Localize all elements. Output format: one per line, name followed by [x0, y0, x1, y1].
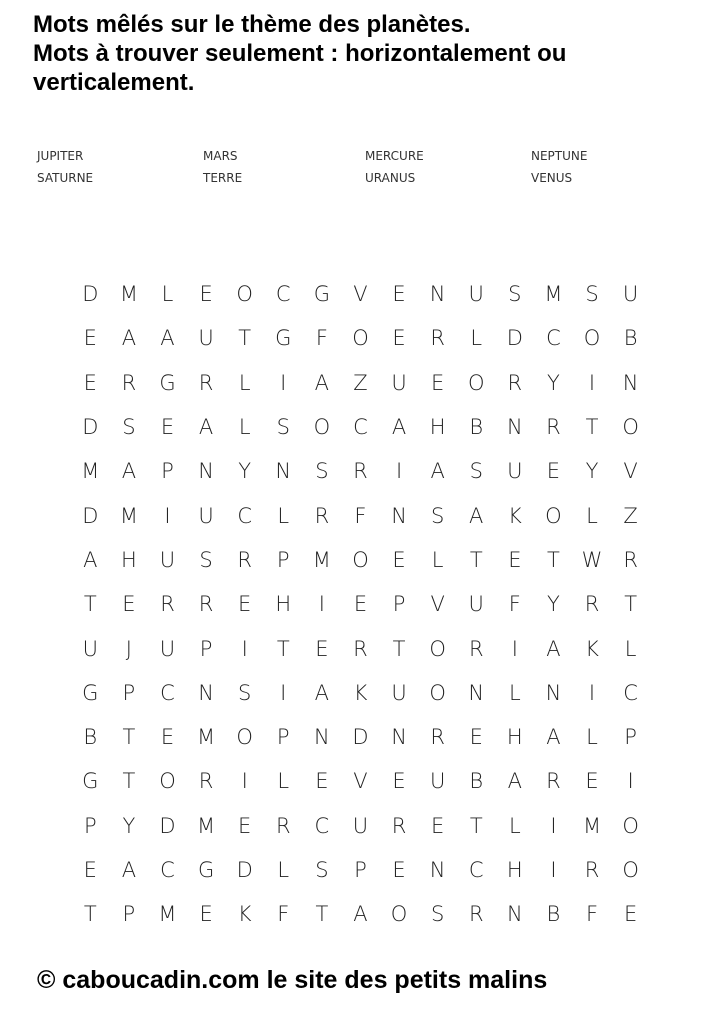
grid-cell[interactable]: S [122, 415, 136, 440]
grid-cell[interactable]: E [160, 725, 175, 750]
grid-cell[interactable]: U [507, 459, 523, 484]
grid-cell[interactable]: R [198, 370, 214, 395]
grid-cell[interactable]: O [429, 680, 446, 705]
grid-cell[interactable]: E [199, 902, 213, 927]
grid-cell[interactable]: A [121, 858, 137, 882]
grid-cell[interactable]: L [508, 813, 521, 838]
grid-cell[interactable]: A [83, 547, 98, 572]
grid-cell[interactable]: E [585, 769, 599, 794]
grid-cell[interactable]: K [507, 503, 522, 528]
grid-cell[interactable]: L [277, 503, 290, 528]
grid-cell[interactable]: M [81, 459, 100, 484]
grid-cell[interactable]: G [159, 370, 176, 395]
grid-cell[interactable]: E [431, 813, 445, 838]
grid-cell[interactable]: A [121, 459, 137, 484]
grid-cell[interactable]: T [392, 636, 406, 661]
grid-cell[interactable]: C [237, 503, 252, 528]
grid-cell[interactable]: R [198, 592, 214, 617]
grid-cell[interactable]: M [582, 813, 602, 838]
title-line-2: Mots à trouver seulement : horizontalement ou [33, 40, 567, 67]
grid-cell[interactable]: N [391, 725, 407, 750]
word-item: NEPTUNE [531, 149, 588, 163]
grid-cell[interactable]: E [83, 370, 97, 395]
grid-cell[interactable]: S [199, 547, 213, 572]
grid-cell[interactable]: T [547, 547, 560, 572]
grid-cell[interactable]: P [624, 725, 637, 750]
grid-cell[interactable]: L [277, 769, 290, 794]
grid-cell[interactable]: K [353, 680, 368, 705]
grid-cell[interactable]: Y [122, 813, 136, 838]
grid-cell[interactable]: R [353, 636, 368, 661]
grid-cell[interactable]: L [586, 503, 598, 528]
grid-cell[interactable]: S [315, 858, 329, 882]
grid-cell[interactable]: O [622, 813, 639, 838]
grid-cell[interactable]: T [469, 547, 483, 572]
grid-cell[interactable]: I [241, 769, 248, 794]
grid-cell[interactable]: U [622, 282, 639, 307]
word-item: SATURNE [37, 171, 94, 185]
grid-cell[interactable]: L [431, 547, 444, 572]
grid-cell[interactable]: P [276, 547, 290, 572]
grid-cell[interactable]: H [506, 725, 523, 750]
grid-cell[interactable]: B [83, 725, 98, 750]
grid-cell[interactable]: W [581, 547, 603, 572]
grid-cell[interactable]: F [585, 902, 599, 927]
word-list-row [37, 171, 657, 193]
grid-cell[interactable]: P [199, 636, 213, 661]
grid-cell[interactable]: S [508, 282, 522, 307]
grid-cell[interactable]: O [622, 415, 639, 440]
grid-cell[interactable]: D [82, 503, 99, 528]
grid-cell[interactable]: E [546, 459, 561, 484]
word-list [37, 149, 657, 193]
grid-cell[interactable]: G [82, 769, 99, 794]
grid-cell[interactable]: I [511, 636, 518, 661]
grid-cell[interactable]: G [313, 282, 330, 307]
grid-cell[interactable]: I [588, 370, 596, 395]
grid-cell[interactable]: P [354, 858, 367, 882]
grid-cell[interactable]: O [352, 326, 369, 351]
grid-cell[interactable]: T [122, 769, 136, 794]
grid-cell[interactable]: R [314, 503, 330, 528]
grid-cell[interactable]: R [353, 459, 368, 484]
grid-cell[interactable]: U [159, 547, 176, 572]
grid-cell[interactable]: E [392, 858, 406, 882]
grid-cell[interactable]: Y [547, 592, 560, 617]
grid-cell[interactable]: E [238, 813, 252, 838]
grid-cell[interactable]: N [391, 503, 407, 528]
grid-cell[interactable]: T [276, 636, 290, 661]
grid-cell[interactable]: E [469, 725, 483, 750]
grid-cell[interactable]: O [159, 769, 176, 794]
grid-cell[interactable]: C [468, 858, 484, 882]
grid-cell[interactable]: A [314, 370, 330, 395]
grid-cell[interactable]: T [624, 592, 638, 617]
grid-cell[interactable]: Z [353, 370, 368, 395]
grid-cell[interactable]: O [583, 326, 601, 351]
grid-cell[interactable]: Y [547, 370, 560, 395]
grid-cell[interactable]: B [469, 769, 484, 794]
grid-cell[interactable]: G [275, 326, 292, 351]
grid-cell[interactable]: M [197, 725, 216, 750]
grid-cell[interactable]: U [391, 370, 407, 395]
grid-cell[interactable]: E [122, 592, 136, 617]
grid-cell[interactable]: A [198, 415, 214, 440]
grid-cell[interactable]: N [468, 680, 485, 705]
grid-cell[interactable]: L [277, 858, 290, 882]
grid-cell[interactable]: L [586, 725, 598, 750]
grid-cell[interactable]: O [352, 547, 369, 572]
grid-cell[interactable]: U [159, 636, 176, 661]
grid-cell[interactable]: O [236, 282, 253, 307]
grid-cell[interactable]: C [314, 813, 330, 838]
grid-cell[interactable]: M [119, 282, 138, 307]
grid-cell[interactable]: U [198, 503, 214, 528]
grid-cell[interactable]: F [508, 592, 521, 617]
grid-cell[interactable]: F [315, 326, 328, 351]
grid-cell[interactable]: V [430, 592, 445, 617]
grid-cell[interactable]: H [120, 547, 137, 572]
grid-cell[interactable]: O [622, 858, 639, 882]
grid-cell[interactable]: R [121, 370, 137, 395]
grid-cell[interactable]: I [395, 459, 403, 484]
grid-cell[interactable]: E [392, 547, 406, 572]
grid-cell[interactable]: C [623, 680, 638, 705]
grid-cell[interactable]: P [122, 680, 136, 705]
grid-cell[interactable]: F [354, 503, 367, 528]
grid-cell[interactable]: D [82, 415, 99, 440]
grid-cell[interactable]: N [429, 858, 446, 882]
grid-cell[interactable]: T [122, 725, 136, 750]
grid-cell[interactable]: A [507, 769, 523, 794]
grid-cell[interactable]: L [161, 282, 174, 307]
grid-cell[interactable]: V [623, 459, 638, 484]
grid-cell[interactable]: N [545, 680, 562, 705]
grid-cell[interactable]: I [318, 592, 325, 617]
grid-cell[interactable]: I [550, 858, 557, 882]
grid-cell[interactable]: P [122, 902, 136, 927]
grid-cell[interactable]: E [508, 547, 522, 572]
grid-cell[interactable]: M [119, 503, 138, 528]
grid-cell[interactable]: D [352, 725, 369, 750]
grid-cell[interactable]: N [198, 459, 214, 484]
grid-cell[interactable]: O [390, 902, 408, 927]
grid-cell[interactable]: B [546, 902, 561, 927]
grid-cell[interactable]: O [236, 725, 253, 750]
grid-cell[interactable]: R [430, 326, 445, 351]
grid-cell[interactable]: R [584, 592, 600, 617]
grid-cell[interactable]: R [237, 547, 252, 572]
grid-cell[interactable]: B [623, 326, 638, 351]
grid-cell[interactable]: R [430, 725, 445, 750]
grid-cell[interactable]: E [315, 769, 329, 794]
grid-cell[interactable]: S [430, 902, 445, 927]
grid-cell[interactable]: I [280, 680, 287, 705]
grid-cell[interactable]: K [237, 902, 252, 927]
grid-cell[interactable]: S [276, 415, 290, 440]
grid-cell[interactable]: H [275, 592, 292, 617]
grid-cell[interactable]: P [392, 592, 406, 617]
grid-cell[interactable]: M [158, 902, 177, 927]
grid-cell[interactable]: J [125, 636, 132, 661]
grid-cell[interactable]: N [506, 415, 523, 440]
grid-cell[interactable]: L [508, 680, 521, 705]
grid-cell[interactable]: R [468, 636, 484, 661]
grid-cell[interactable]: O [429, 636, 446, 661]
word-item: JUPITER [37, 149, 84, 163]
grid-cell[interactable]: G [82, 680, 99, 705]
grid-cell[interactable]: V [353, 282, 368, 307]
grid-cell[interactable]: R [507, 370, 523, 395]
grid-cell[interactable]: C [353, 415, 368, 440]
grid-cell[interactable]: U [391, 680, 407, 705]
grid-cell[interactable]: R [391, 813, 407, 838]
grid-cell[interactable]: B [469, 415, 484, 440]
grid-cell[interactable]: A [430, 459, 445, 484]
grid-cell[interactable]: Z [623, 503, 638, 528]
grid-cell[interactable]: E [392, 282, 406, 307]
grid-cell[interactable]: M [312, 547, 331, 572]
grid-cell[interactable]: Y [238, 459, 252, 484]
grid-cell[interactable]: V [353, 769, 368, 794]
grid-cell[interactable]: T [315, 902, 329, 927]
grid-cell[interactable]: E [83, 326, 97, 351]
grid-cell[interactable]: G [197, 858, 215, 882]
grid-cell[interactable]: T [585, 415, 599, 440]
grid-cell[interactable]: C [546, 326, 561, 351]
grid-cell[interactable]: U [468, 592, 484, 617]
grid-cell[interactable]: C [160, 680, 175, 705]
grid-cell[interactable]: U [82, 636, 98, 661]
grid-cell[interactable]: N [198, 680, 214, 705]
grid-cell[interactable]: E [392, 326, 406, 351]
footer-credit: © caboucadin.com le site des petits malins [37, 966, 548, 994]
grid-cell[interactable]: E [199, 282, 213, 307]
letter-grid [71, 272, 651, 936]
grid-cell[interactable]: A [160, 326, 175, 351]
grid-cell[interactable]: Y [585, 459, 599, 484]
grid-cell[interactable]: O [467, 370, 485, 395]
grid-cell[interactable]: P [83, 813, 97, 838]
grid-cell[interactable]: S [430, 503, 445, 528]
grid-cell[interactable]: H [429, 415, 446, 440]
grid-cell[interactable]: R [468, 902, 484, 927]
grid-cell[interactable]: E [83, 858, 97, 882]
grid-cell[interactable]: H [506, 858, 523, 882]
word-item: MERCURE [365, 149, 424, 163]
grid-cell[interactable]: T [83, 902, 97, 927]
page-title [33, 10, 713, 97]
grid-cell[interactable]: D [159, 813, 176, 838]
grid-cell[interactable]: N [275, 459, 292, 484]
word-item: TERRE [203, 171, 243, 185]
grid-cell[interactable]: R [584, 858, 600, 882]
grid-cell[interactable]: U [352, 813, 369, 838]
grid-cell[interactable]: A [546, 636, 561, 661]
grid-cell[interactable]: R [275, 813, 291, 838]
grid-cell[interactable]: I [550, 813, 557, 838]
grid-cell[interactable]: L [238, 415, 251, 440]
grid-cell[interactable]: N [314, 725, 330, 750]
grid-cell[interactable]: S [238, 680, 252, 705]
grid-cell[interactable]: E [353, 592, 368, 617]
grid-cell[interactable]: E [315, 636, 329, 661]
grid-cell[interactable]: R [160, 592, 175, 617]
grid-cell[interactable]: S [585, 282, 599, 307]
grid-cell[interactable]: I [627, 769, 634, 794]
grid-cell[interactable]: N [506, 902, 523, 927]
grid-cell[interactable]: R [623, 547, 638, 572]
grid-cell[interactable]: E [392, 769, 406, 794]
grid-cell[interactable]: M [544, 282, 563, 307]
grid-cell[interactable]: M [197, 813, 216, 838]
grid-cell[interactable]: A [546, 725, 561, 750]
grid-cell[interactable]: T [238, 326, 252, 351]
grid-cell[interactable]: E [431, 370, 445, 395]
grid-cell[interactable]: D [506, 326, 523, 351]
grid-cell[interactable]: I [164, 503, 171, 528]
grid-cell[interactable]: C [275, 282, 291, 307]
grid-cell[interactable]: U [468, 282, 484, 307]
title-line-3: verticalement. [33, 69, 195, 96]
grid-cell[interactable]: A [314, 680, 330, 705]
grid-cell[interactable]: P [161, 459, 174, 484]
grid-cell[interactable]: A [391, 415, 407, 440]
grid-cell[interactable]: A [353, 902, 368, 927]
grid-cell[interactable]: R [198, 769, 214, 794]
grid-cell[interactable]: N [429, 282, 446, 307]
grid-cell[interactable]: F [277, 902, 290, 927]
grid-cell[interactable]: K [585, 636, 599, 661]
grid-cell[interactable]: A [121, 326, 137, 351]
grid-cell[interactable]: P [276, 725, 290, 750]
grid-cell[interactable]: T [83, 592, 97, 617]
grid-cell[interactable]: T [469, 813, 483, 838]
grid-cell[interactable]: L [470, 326, 483, 351]
grid-cell[interactable]: U [198, 326, 214, 351]
grid-cell[interactable]: R [546, 415, 561, 440]
word-item: MARS [203, 149, 238, 163]
grid-cell[interactable]: O [545, 503, 562, 528]
grid-cell[interactable]: L [624, 636, 637, 661]
grid-cell[interactable]: A [469, 503, 484, 528]
grid-cell[interactable]: E [623, 902, 638, 927]
grid-cell[interactable]: E [160, 415, 175, 440]
word-item: VENUS [531, 171, 573, 185]
grid-cell[interactable]: N [622, 370, 639, 395]
grid-cell[interactable]: D [236, 858, 253, 882]
grid-cell[interactable]: I [280, 370, 287, 395]
grid-cell[interactable]: D [82, 282, 99, 307]
word-item: URANUS [365, 171, 416, 185]
grid-cell[interactable]: S [469, 459, 483, 484]
grid-cell[interactable]: E [238, 592, 252, 617]
grid-cell[interactable]: R [546, 769, 561, 794]
grid-cell[interactable]: O [313, 415, 331, 440]
grid-cell[interactable]: U [429, 769, 446, 794]
title-line-1: Mots mêlés sur le thème des planètes. [33, 11, 471, 38]
grid-cell[interactable]: L [238, 370, 251, 395]
grid-cell[interactable]: I [241, 636, 248, 661]
word-list-row [37, 149, 657, 171]
grid-cell[interactable]: C [160, 858, 175, 882]
grid-cell[interactable]: S [315, 459, 329, 484]
grid-cell[interactable]: I [588, 680, 596, 705]
